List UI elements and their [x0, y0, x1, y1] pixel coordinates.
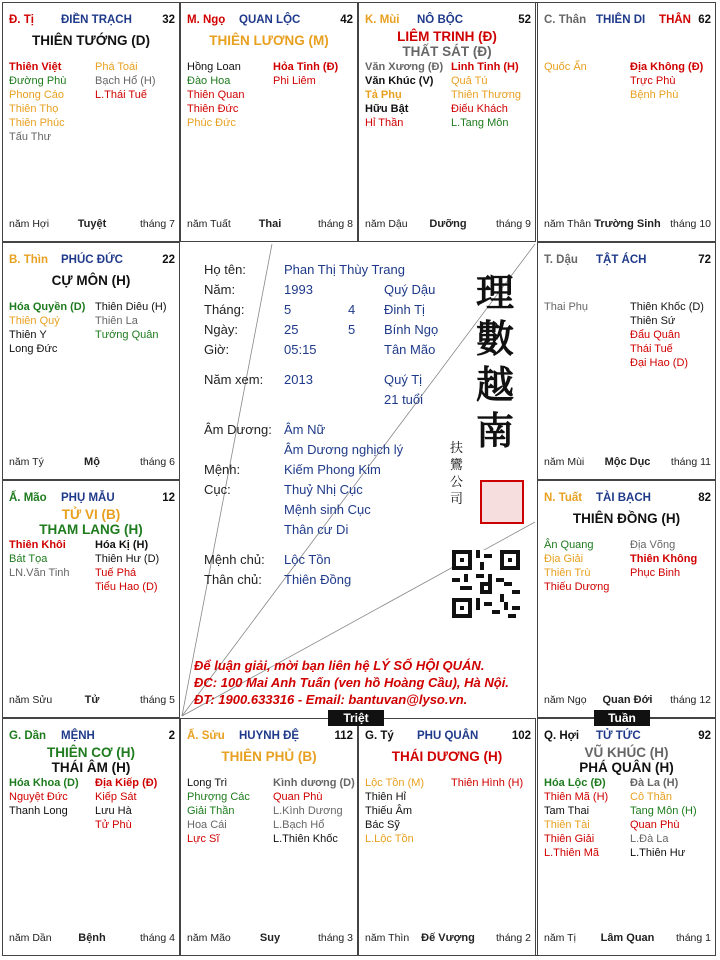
hour-label: Giờ:: [204, 342, 230, 357]
palace-name: THIÊN DI: [596, 14, 646, 26]
left-stars: [9, 60, 66, 144]
minor-star: Long Đức: [9, 343, 58, 355]
minor-star: Quốc Ấn: [544, 61, 587, 73]
palace-stage: Suy: [259, 932, 281, 944]
palace-month: tháng 9: [495, 218, 531, 230]
minor-star: Đà La (H): [630, 777, 679, 789]
palace-header: [9, 730, 175, 744]
palace-quan-loc: [180, 2, 358, 242]
minor-star: Địa Kiếp (Đ): [95, 777, 158, 789]
right-stars: [630, 300, 704, 370]
view-year-value: 2013: [284, 372, 313, 387]
palace-footer: [9, 932, 175, 946]
contact-line-1: Để luận giải, mời bạn liên hệ LÝ SỐ HỘI QUÁN.: [194, 658, 485, 673]
destiny-value: Kiếm Phong Kim: [284, 462, 381, 477]
palace-branch: T. Dậu: [544, 254, 578, 266]
palace-year: năm Tý: [9, 456, 44, 468]
minor-star: Thiên Không: [630, 553, 698, 565]
minor-star: Thiên Trù: [544, 567, 591, 579]
palace-footer: [187, 218, 353, 232]
palace-phuc-duc: [2, 242, 180, 480]
minor-star: Thiên Việt: [9, 61, 62, 73]
palace-phu-quan: [358, 718, 536, 956]
minor-star: Tiểu Hao (D): [95, 581, 158, 593]
left-stars: [187, 60, 244, 130]
minor-star: Ân Quang: [544, 539, 594, 551]
palace-stage: Quan Đới: [602, 694, 653, 706]
minor-star: Trực Phù: [630, 75, 676, 87]
left-stars: [544, 300, 588, 314]
right-stars: [630, 538, 697, 580]
palace-year: năm Tị: [544, 932, 576, 944]
tuan-tag: Tuần: [594, 710, 650, 726]
palace-branch: B. Thìn: [9, 254, 48, 266]
main-star: THAM LANG (H): [39, 522, 143, 537]
minor-star: Thiên Diêu (H): [95, 301, 167, 313]
palace-month: tháng 10: [670, 218, 711, 230]
palace-branch: Ấ. Sửu: [187, 730, 225, 742]
palace-number: 2: [168, 730, 175, 742]
day-label: Ngày:: [204, 322, 238, 337]
minor-star: Phục Binh: [630, 567, 681, 579]
minor-star: Hóa Khoa (D): [9, 777, 79, 789]
left-stars: [365, 776, 424, 846]
palace-footer: [544, 932, 711, 946]
minor-star: Thiên Thương: [451, 89, 522, 101]
palace-footer: [544, 218, 711, 232]
palace-month: tháng 7: [139, 218, 175, 230]
month-lunar: 4: [348, 302, 356, 317]
palace-month: tháng 3: [317, 932, 353, 944]
minor-star: L.Thiên Mã: [544, 847, 600, 859]
palace-footer: [544, 694, 711, 708]
minor-star: Địa Không (Đ): [630, 61, 704, 73]
month-label: Tháng:: [204, 302, 245, 317]
minor-star: L.Lộc Tồn: [365, 833, 414, 845]
minor-star: Phi Liêm: [273, 75, 316, 87]
left-stars: [9, 300, 85, 356]
cuc-label: Cục:: [204, 482, 231, 497]
palace-stage: Mộ: [84, 456, 100, 468]
palace-header: [544, 492, 711, 506]
minor-star: Hoa Cái: [187, 819, 227, 831]
palace-footer: [9, 694, 175, 708]
minor-star: Thái Tuế: [630, 343, 673, 355]
palace-year: năm Sửu: [9, 694, 53, 706]
palace-year: năm Dần: [9, 932, 52, 944]
minor-star: Thiên Y: [9, 329, 47, 341]
left-stars: [365, 60, 443, 130]
minor-star: Thai Phụ: [544, 301, 589, 313]
minor-star: Bát Tọa: [9, 553, 48, 565]
palace-tu-tuc: [537, 718, 716, 956]
day-canchi: Bính Ngọ: [384, 322, 439, 337]
minor-star: Thiên La: [95, 315, 138, 327]
main-star: PHÁ QUÂN (H): [579, 760, 674, 775]
minor-star: Quả Tú: [451, 75, 488, 87]
main-star: VŨ KHÚC (H): [584, 745, 669, 760]
qr-code-icon: [452, 550, 520, 618]
minor-star: L.Đà La: [630, 833, 669, 845]
palace-branch: Đ. Tị: [9, 14, 34, 26]
minor-star: Tấu Thư: [9, 131, 52, 143]
body-lord-value: Thiên Đồng: [284, 572, 352, 587]
main-star: LIÊM TRINH (Đ): [397, 29, 497, 44]
minor-star: Hóa Quyền (D): [9, 301, 86, 313]
minor-star: Hỏa Tinh (Đ): [273, 61, 339, 73]
palace-branch: K. Mùi: [365, 14, 400, 26]
minor-star: Thiên Quan: [187, 89, 245, 101]
palace-header: [544, 14, 711, 28]
main-star: CỰ MÔN (H): [51, 273, 131, 288]
palace-header: [9, 254, 175, 268]
minor-star: Đường Phù: [9, 75, 67, 87]
contact-line-2: ĐC: 100 Mai Anh Tuấn (ven hồ Hoàng Cầu), Hà Nội.: [194, 675, 509, 690]
minor-star: Thiên Đức: [187, 103, 239, 115]
minor-star: Bạch Hổ (H): [95, 75, 156, 87]
minor-star: Quan Phù: [273, 791, 323, 803]
cuc-note-2: Thân cư Di: [284, 522, 349, 537]
minor-star: Quan Phù: [630, 819, 680, 831]
minor-star: Thiên Khốc (D): [630, 301, 704, 313]
palace-header: [187, 14, 353, 28]
palace-name: MỆNH: [61, 730, 95, 742]
minor-star: Phượng Các: [187, 791, 250, 803]
palace-branch: G. Tý: [365, 730, 394, 742]
triet-tag: Triệt: [328, 710, 384, 726]
minor-star: Đại Hao (D): [630, 357, 689, 369]
minor-star: Giải Thần: [187, 805, 235, 817]
minor-star: Linh Tinh (H): [451, 61, 519, 73]
palace-name: PHÚC ĐỨC: [61, 254, 123, 266]
palace-month: tháng 12: [670, 694, 711, 706]
palace-branch: Ấ. Mão: [9, 492, 47, 504]
palace-branch: G. Dần: [9, 730, 47, 742]
minor-star: Đào Hoa: [187, 75, 231, 87]
palace-year: năm Ngọ: [544, 694, 587, 706]
palace-name: ĐIỀN TRẠCH: [61, 14, 132, 26]
minor-star: Thiên Khôi: [9, 539, 66, 551]
minor-star: Lưu Hà: [95, 805, 132, 817]
minor-star: Phá Toái: [95, 61, 138, 73]
palace-year: năm Mùi: [544, 456, 585, 468]
palace-tai-bach: [537, 480, 716, 718]
hour-canchi: Tân Mão: [384, 342, 436, 357]
day-lunar: 5: [348, 322, 356, 337]
minor-star: Bệnh Phù: [630, 89, 679, 101]
palace-year: năm Mão: [187, 932, 231, 944]
palace-number: 22: [162, 254, 175, 266]
yinyang-label: Âm Dương:: [204, 422, 272, 437]
cuc-value: Thuỷ Nhị Cục: [284, 482, 363, 497]
palace-name: PHỤ MẪU: [61, 492, 115, 504]
palace-no-boc: [358, 2, 536, 242]
palace-number: 102: [511, 730, 531, 742]
palace-tat-ach: [537, 242, 716, 480]
minor-star: Địa Võng: [630, 539, 676, 551]
minor-star: Thiên Quý: [9, 315, 60, 327]
year-label: Năm:: [204, 282, 236, 297]
palace-menh: [2, 718, 180, 956]
palace-month: tháng 5: [139, 694, 175, 706]
palace-branch: M. Ngọ: [187, 14, 226, 26]
minor-star: L.Tang Môn: [451, 117, 509, 129]
minor-star: Thiên Mã (H): [544, 791, 609, 803]
minor-star: L.Bạch Hổ: [273, 819, 325, 831]
minor-star: L.Thiên Khốc: [273, 833, 338, 845]
palace-stage: Lâm Quan: [600, 932, 655, 944]
minor-star: Thanh Long: [9, 805, 68, 817]
minor-star: Phong Cáo: [9, 89, 65, 101]
palace-month: tháng 4: [139, 932, 175, 944]
minor-star: Tướng Quân: [95, 329, 159, 341]
name-value: Phan Thị Thùy Trang: [284, 262, 405, 277]
year-canchi: Quý Dậu: [384, 282, 436, 297]
left-stars: [544, 776, 608, 860]
palace-name: QUAN LỘC: [239, 14, 301, 26]
palace-stage: Đế Vượng: [421, 932, 475, 944]
minor-star: Lộc Tồn (M): [365, 777, 425, 789]
yinyang-note: Âm Dương nghịch lý: [284, 442, 404, 457]
palace-year: năm Thìn: [365, 932, 410, 944]
palace-footer: [365, 218, 531, 232]
yinyang-value: Âm Nữ: [284, 422, 326, 437]
palace-month: tháng 6: [139, 456, 175, 468]
palace-footer: [544, 456, 711, 470]
right-stars: [273, 776, 355, 846]
minor-star: Tuế Phá: [95, 567, 137, 579]
palace-number: 12: [162, 492, 175, 504]
minor-star: Thiên Giải: [544, 833, 595, 845]
minor-star: Phúc Đức: [187, 117, 236, 129]
minor-star: L.Kình Dương: [273, 805, 343, 817]
minor-star: Hữu Bật: [365, 103, 409, 115]
main-star: THIÊN PHỦ (B): [221, 749, 317, 764]
palace-name: TỬ TỨC: [596, 730, 641, 742]
main-star: THIÊN LƯƠNG (M): [209, 33, 329, 48]
name-label: Họ tên:: [204, 262, 246, 277]
contact-line-3: ĐT: 1900.633316 - Email: bantuvan@lyso.vn.: [194, 692, 468, 707]
palace-number: 92: [698, 730, 711, 742]
palace-huynh-de: [180, 718, 358, 956]
minor-star: Tả Phụ: [365, 89, 402, 101]
palace-branch: Q. Hợi: [544, 730, 580, 742]
view-year-canchi: Quý Tị: [384, 372, 423, 387]
hour-value: 05:15: [284, 342, 317, 357]
palace-month: tháng 1: [675, 932, 711, 944]
palace-header: [187, 730, 353, 744]
palace-number: 42: [340, 14, 353, 26]
left-stars: [187, 776, 250, 846]
destiny-lord-value: Lộc Tồn: [284, 552, 331, 567]
palace-branch: C. Thân: [544, 14, 587, 26]
red-seal-icon: [480, 480, 524, 524]
minor-star: Hóa Lộc (Đ): [544, 777, 606, 789]
palace-name: HUYNH ĐỆ: [239, 730, 300, 742]
palace-header: [365, 14, 531, 28]
palace-footer: [187, 932, 353, 946]
month-value: 5: [284, 302, 292, 317]
right-stars: [95, 60, 156, 102]
palace-name: TÀI BẠCH: [596, 492, 651, 504]
palace-header: [544, 730, 711, 744]
palace-header: [365, 730, 531, 744]
palace-stage: Trường Sinh: [594, 218, 661, 230]
than-marker: THÂN: [659, 14, 691, 26]
minor-star: Văn Khúc (V): [365, 75, 434, 87]
minor-star: LN.Văn Tinh: [9, 567, 70, 579]
palace-number: 72: [698, 254, 711, 266]
palace-dien-trach: [2, 2, 180, 242]
year-value: 1993: [284, 282, 313, 297]
month-canchi: Đinh Tị: [384, 302, 425, 317]
palace-number: 52: [518, 14, 531, 26]
minor-star: Long Trì: [187, 777, 228, 789]
minor-star: Văn Xương (Đ): [365, 61, 444, 73]
cuc-note-1: Mệnh sinh Cục: [284, 502, 371, 517]
minor-star: Hồng Loan: [187, 61, 241, 73]
minor-star: Thiếu Âm: [365, 805, 413, 817]
palace-footer: [365, 932, 531, 946]
palace-header: [544, 254, 711, 268]
left-stars: [9, 538, 70, 580]
main-star: TỬ VI (B): [61, 507, 121, 522]
palace-number: 112: [334, 730, 353, 742]
left-stars: [544, 60, 587, 74]
destiny-lord-label: Mệnh chủ:: [204, 552, 265, 567]
age-value: 21 tuổi: [384, 392, 424, 407]
palace-month: tháng 2: [495, 932, 531, 944]
minor-star: Thiên Hỉ: [365, 791, 406, 803]
calligraphy: 理 數 越 南: [475, 270, 514, 453]
palace-stage: Thai: [258, 218, 282, 230]
palace-phu-mau: [2, 480, 180, 718]
palace-header: [9, 14, 175, 28]
right-stars: [630, 776, 697, 860]
body-lord-label: Thân chủ:: [204, 572, 262, 587]
main-star: THIÊN ĐỒNG (H): [572, 511, 681, 526]
palace-stage: Bệnh: [78, 932, 106, 944]
view-year-label: Năm xem:: [204, 372, 264, 387]
destiny-label: Mệnh:: [204, 462, 241, 477]
left-stars: [9, 776, 79, 818]
side-mark: 扶 鸞 公 司: [450, 441, 464, 507]
palace-stage: Tử: [84, 694, 100, 706]
minor-star: L.Thái Tuế: [95, 89, 147, 101]
minor-star: Thiên Tài: [544, 819, 590, 831]
minor-star: Cô Thần: [630, 791, 672, 803]
minor-star: Tử Phù: [95, 819, 132, 831]
minor-star: Nguyệt Đức: [9, 791, 68, 803]
minor-star: Tang Môn (H): [630, 805, 697, 817]
palace-header: [9, 492, 175, 506]
palace-name: NÔ BỘC: [417, 14, 463, 26]
right-stars: [451, 60, 521, 130]
palace-name: PHU QUÂN: [417, 730, 479, 742]
left-stars: [544, 538, 609, 594]
palace-stage: Mộc Dục: [604, 456, 651, 468]
right-stars: [273, 60, 338, 88]
minor-star: Tam Thai: [544, 805, 590, 817]
minor-star: Thiên Thọ: [9, 103, 59, 115]
palace-year: năm Tuất: [187, 218, 231, 230]
palace-footer: [9, 456, 175, 470]
minor-star: Bác Sỹ: [365, 819, 400, 831]
minor-star: Hỉ Thần: [365, 117, 404, 129]
main-star: THÁI DƯƠNG (H): [391, 749, 503, 764]
palace-thien-di: [537, 2, 716, 242]
minor-star: Thiên Hư (D): [95, 553, 160, 565]
minor-star: Kình dương (D): [273, 777, 355, 789]
right-stars: [451, 776, 523, 790]
palace-year: năm Hợi: [9, 218, 50, 230]
minor-star: Kiếp Sát: [95, 791, 137, 803]
minor-star: Thiên Hình (H): [451, 777, 524, 789]
minor-star: Thiếu Dương: [544, 581, 610, 593]
minor-star: Địa Giải: [544, 553, 584, 565]
main-star: THIÊN CƠ (H): [46, 745, 135, 760]
palace-number: 82: [698, 492, 711, 504]
palace-name: TẬT ÁCH: [596, 254, 647, 266]
palace-stage: Tuyệt: [77, 218, 107, 230]
palace-branch: N. Tuất: [544, 492, 583, 504]
minor-star: Đẩu Quân: [630, 329, 681, 341]
minor-star: Thiên Sứ: [630, 315, 676, 327]
right-stars: [95, 300, 167, 342]
palace-month: tháng 8: [317, 218, 353, 230]
minor-star: Lực Sĩ: [187, 833, 220, 845]
minor-star: Hóa Kị (H): [95, 539, 149, 551]
right-stars: [95, 776, 157, 832]
palace-number: 62: [698, 14, 711, 26]
right-stars: [95, 538, 159, 594]
palace-month: tháng 11: [670, 456, 711, 468]
palace-footer: [9, 218, 175, 232]
right-stars: [630, 60, 703, 102]
main-star: THIÊN TƯỚNG (D): [32, 33, 150, 48]
minor-star: L.Thiên Hư: [630, 847, 686, 859]
day-value: 25: [284, 322, 299, 337]
palace-stage: Dưỡng: [429, 218, 467, 230]
minor-star: Điếu Khách: [451, 103, 508, 115]
main-star: THẤT SÁT (Đ): [402, 44, 492, 59]
minor-star: Thiên Phúc: [9, 117, 65, 129]
main-star: THÁI ÂM (H): [51, 760, 131, 775]
palace-year: năm Dậu: [365, 218, 408, 230]
palace-number: 32: [162, 14, 175, 26]
palace-year: năm Thân: [544, 218, 592, 230]
